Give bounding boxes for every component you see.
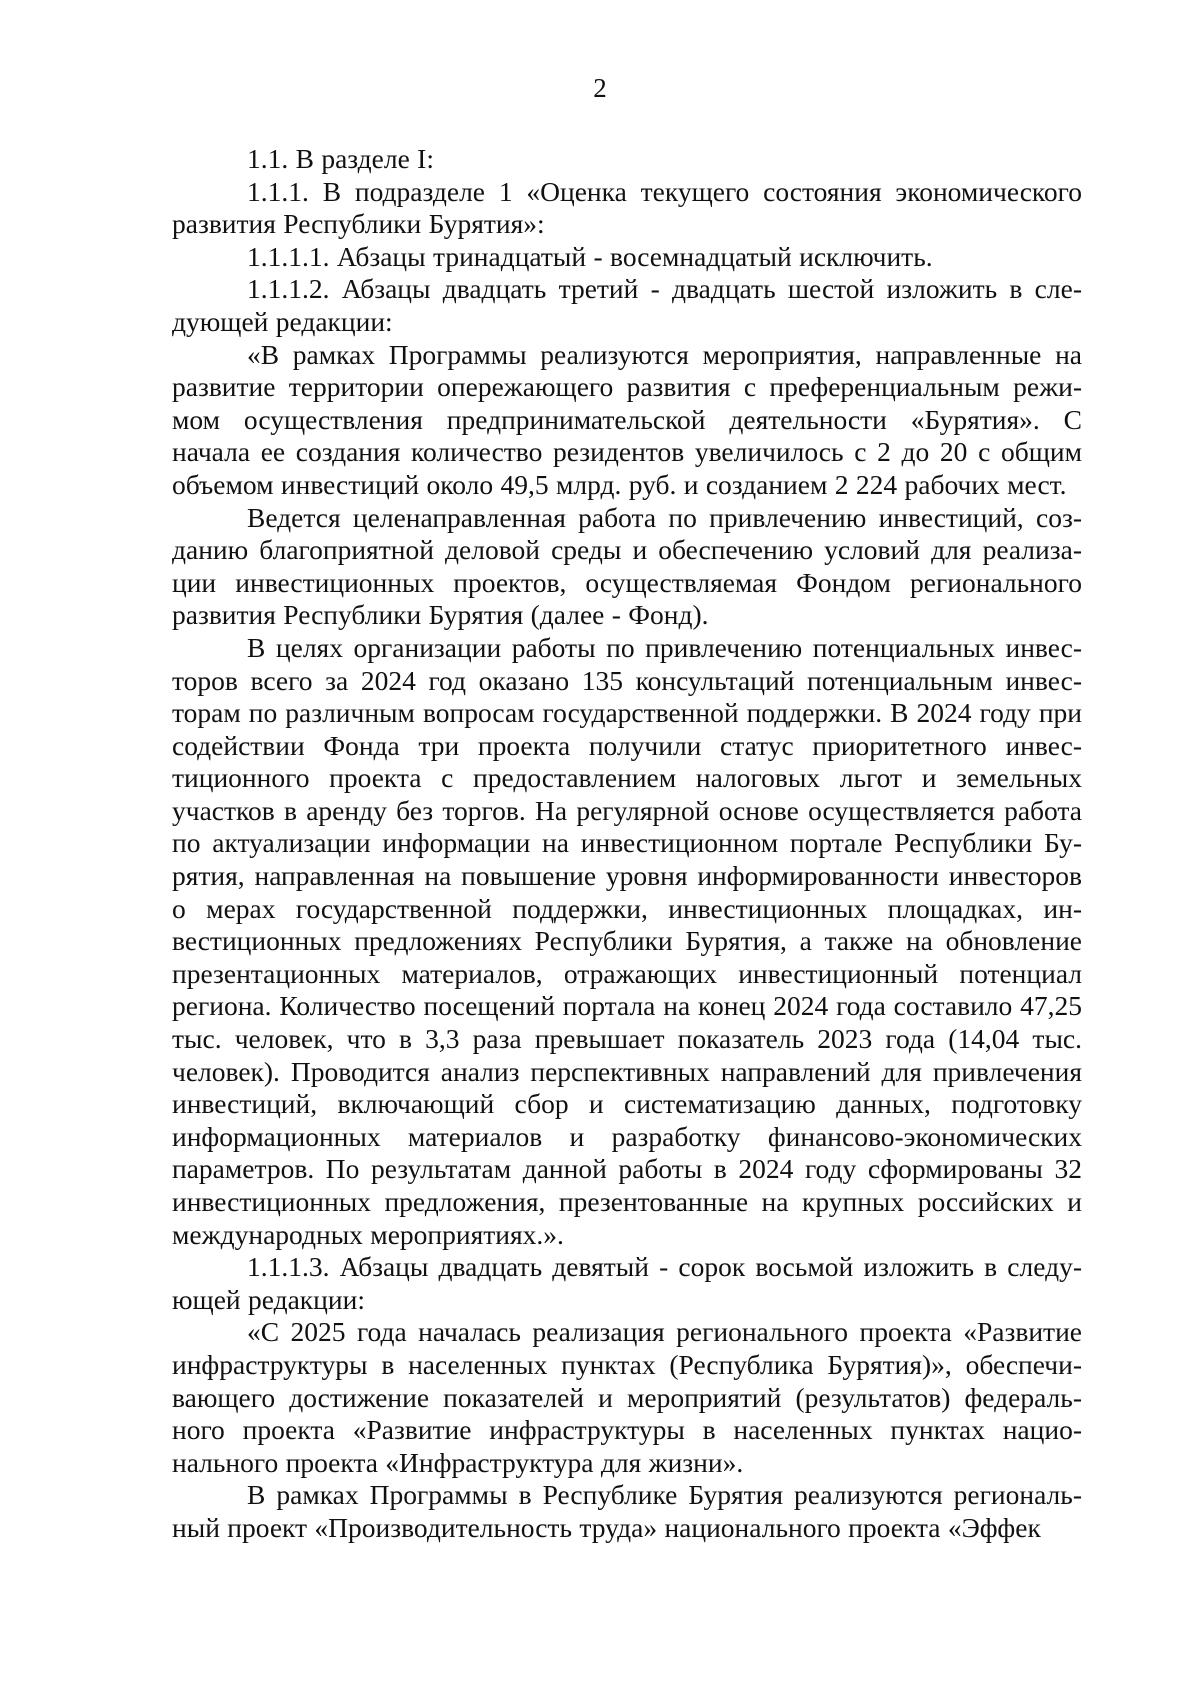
paragraph-subsection-1-1-1: 1.1.1. В подразделе 1 «Оценка текущего состояния экономического развития Республики Бурятия»:	[172, 175, 1082, 240]
paragraph-investor-attraction: В целях организации работы по привлечению потенциальных инвесторов всего за 2024 год оказано 135 консультаций потенциальным инвесторам по различным вопросам государственной поддержки. В 2024 году при содействии Фонда три проекта получили статус приоритетного инвестиционного проекта с предоставлением налоговых льгот и земельных участков в аренду без торгов. На регулярной основе осуществляется работа по актуализации информации на инвестиционном портале Республики Бурятия, направленная на повышение уровня информированности инвесторов о мерах государственной поддержки, инвестиционных площадках, инвестиционных предложениях Республики Бурятия, а также на обновление презентационных материалов, отражающих инвестиционный потенциал региона. Количество посещений портала на конец 2024 года составило 47,25 тыс. человек, что в 3,3 раза превышает показатель 2023 года (14,04 тыс. человек). Проводится анализ перспективных направлений для привлечения инвестиций, включающий сбор и систематизацию данных, подготовку информационных материалов и разработку финансово-экономических параметров. По результатам данной работы в 2024 году сформированы 32 инвестиционных предложения, презентованные на крупных российских и международных мероприятиях.».	[172, 631, 1082, 1250]
paragraph-item-1-1-1-1: 1.1.1.1. Абзацы тринадцатый - восемнадцатый исключить.	[247, 240, 933, 272]
paragraph-fund-work: Ведется целенаправленная работа по привлечению инвестиций, созданию благоприятной деловой среды и обеспечению условий для реализации инвестиционных проектов, осуществляемая Фондом регионального развития Республики Бурятия (далее - Фонд).	[172, 501, 1082, 631]
paragraph-productivity: В рамках Программы в Республике Бурятия реализуются региональный проект «Производительность труда» национального проекта «Эффек	[172, 1479, 1082, 1543]
page-number: 2	[593, 73, 607, 103]
paragraph-item-1-1-1-2: 1.1.1.2. Абзацы двадцать третий - двадцать шестой изложить в следующей редакции:	[172, 273, 1082, 337]
paragraph-item-1-1-1-3: 1.1.1.3. Абзацы двадцать девятый - сорок восьмой изложить в следующей редакции:	[172, 1251, 1082, 1315]
document-body	[172, 143, 1082, 1545]
paragraph-quote-infrastructure: «С 2025 года началась реализация регионального проекта «Развитие инфраструктуры в населенных пунктах (Республика Бурятия)», обеспечивающего достижение показателей и мероприятий (результатов) федерального проекта «Развитие инфраструктуры в населенных пунктах национального проекта «Инфраструктура для жизни».	[172, 1316, 1082, 1478]
paragraph-section-1-1: 1.1. В разделе I:	[247, 143, 434, 174]
paragraph-quote-programme: «В рамках Программы реализуются мероприятия, направленные на развитие территории опережающего развития с преференциальным режимом осуществления предпринимательской деятельности «Бурятия». С начала ее создания количество резидентов увеличилось с 2 до 20 с общим объемом инвестиций около 49,5 млрд. руб. и созданием 2 224 рабочих мест.	[172, 338, 1082, 500]
